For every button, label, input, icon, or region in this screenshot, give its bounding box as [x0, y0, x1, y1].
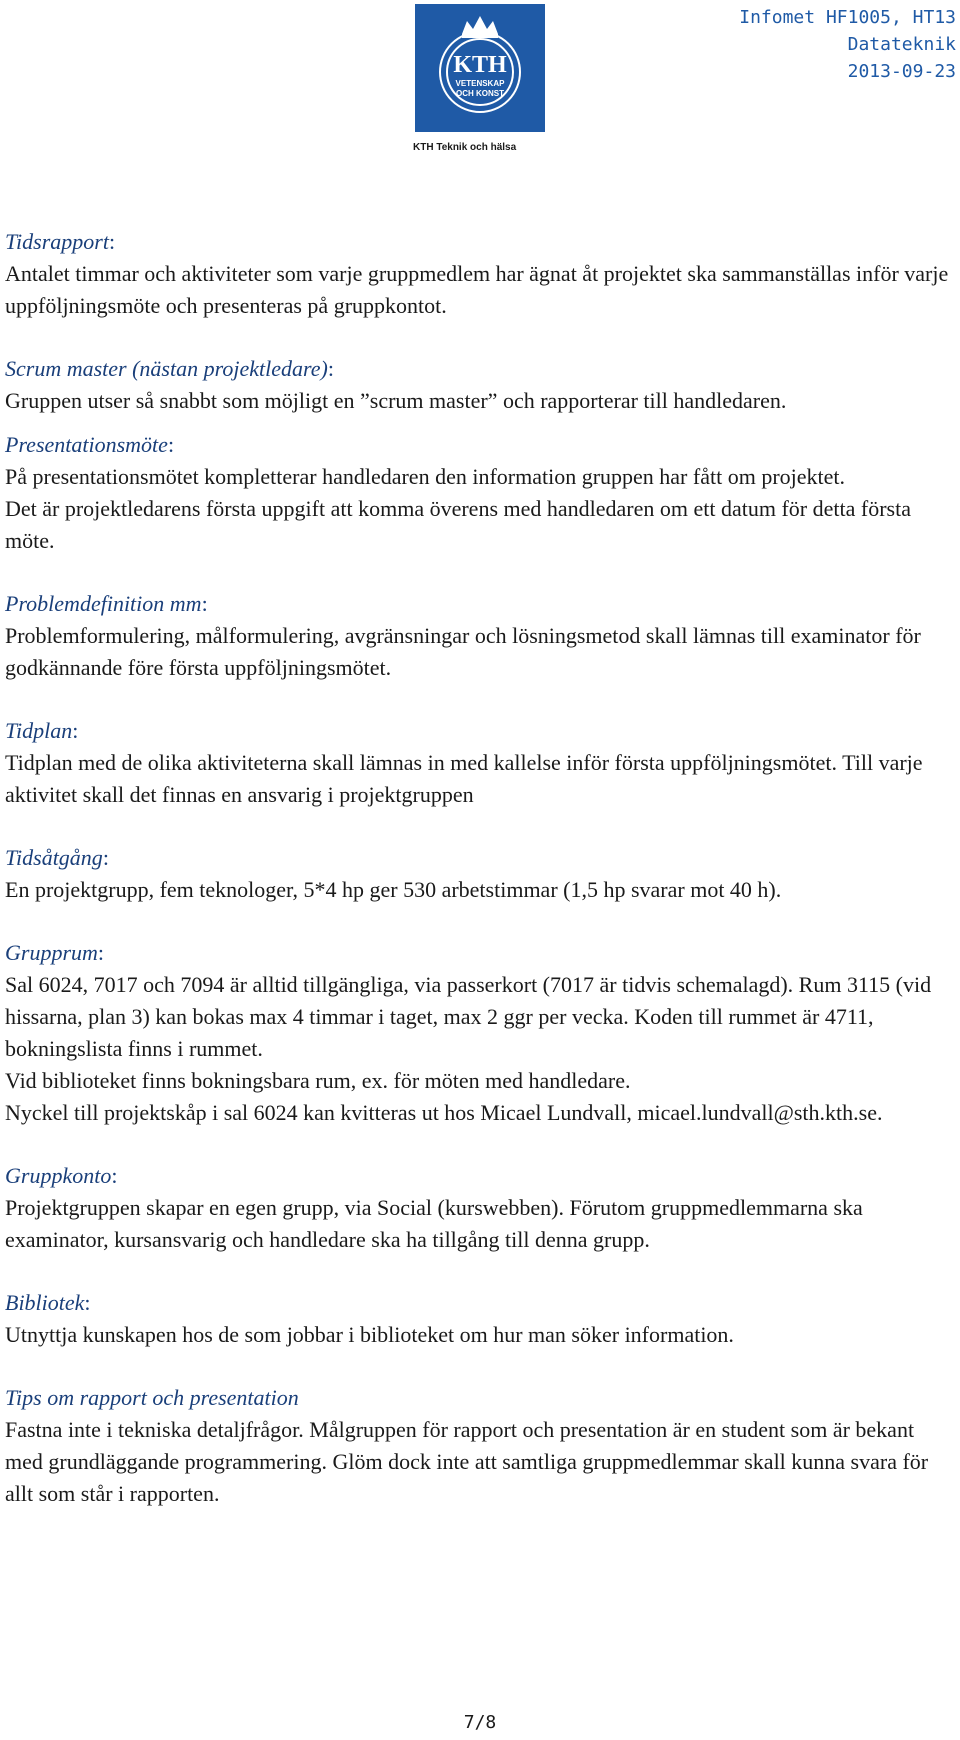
section-presentationsmote: Presentationsmöte: På presentationsmötet kompletterar handledaren den information gruppen har fått om projektet. Det är projektledarens första uppgift att komma överens med handledaren om ett datum för detta första möte.	[5, 429, 955, 557]
kth-logo-icon	[415, 4, 545, 132]
course-code: Infomet HF1005, HT13	[739, 7, 956, 28]
section-problemdefinition: Problemdefinition mm: Problemformulering, målformulering, avgränsningar och lösningsmetod skall lämnas till examinator för godkännande före första uppföljningsmötet.	[5, 588, 955, 684]
section-heading: Gruppkonto	[5, 1163, 112, 1188]
program-name: Datateknik	[847, 34, 956, 55]
section-heading: Tidplan	[5, 718, 73, 743]
section-gruppkonto: Gruppkonto: Projektgruppen skapar en egen grupp, via Social (kurswebben). Förutom gruppmedlemmarna ska examinator, kursansvarig och handledare ska ha tillgång till denna grupp.	[5, 1160, 955, 1256]
logo-line2-text: OCH KONST	[456, 89, 504, 98]
section-paragraph: Vid biblioteket finns bokningsbara rum, ex. för möten med handledare.	[5, 1068, 631, 1093]
section-paragraph: Antalet timmar och aktiviteter som varje gruppmedlem har ägnat åt projektet ska sammanställas inför varje uppföljningsmöte och presenteras på gruppkontot.	[5, 261, 949, 318]
section-heading: Scrum master (nästan projektledare)	[5, 356, 328, 381]
header-meta	[739, 4, 956, 85]
section-tips	[5, 1382, 955, 1510]
section-paragraph: Tidplan med de olika aktiviteterna skall lämnas in med kallelse inför första uppföljningsmötet. Till varje aktivitet skall det finnas en ansvarig i projektgruppen	[5, 750, 923, 807]
section-heading: Tidsåtgång	[5, 845, 103, 870]
section-paragraph: Gruppen utser så snabbt som möjligt en ”scrum master” och rapporterar till handledaren.	[5, 388, 787, 413]
section-heading: Grupprum	[5, 940, 98, 965]
section-grupprum: Grupprum: Sal 6024, 7017 och 7094 är alltid tillgängliga, via passerkort (7017 är tidvis schemalagd). Rum 3115 (vid hissarna, plan 3) kan bokas max 4 timmar i taget, max 2 ggr per vecka. Koden till rummet är 4711, bokningslista finns i rummet. Vid biblioteket finns bokningsbara rum, ex. för möten med handledare. Nyckel till projektskåp i sal 6024 kan kvitteras ut hos Micael Lundvall, micael.lundvall@sth.kth.se.	[5, 937, 955, 1129]
section-heading: Tidsrapport	[5, 229, 109, 254]
page-number: 7/8	[463, 1712, 497, 1733]
page-header	[0, 0, 960, 170]
section-paragraph: På presentationsmötet kompletterar handledaren den information gruppen har fått om projektet.	[5, 464, 846, 489]
section-paragraph: Sal 6024, 7017 och 7094 är alltid tillgängliga, via passerkort (7017 är tidvis schemalagd). Rum 3115 (vid hissarna, plan 3) kan bokas max 4 timmar i taget, max 2 ggr per vecka. Koden till rummet är 4711, bokningslista finns i rummet.	[5, 972, 932, 1061]
section-tidsatgang: Tidsåtgång: En projektgrupp, fem teknologer, 5*4 hp ger 530 arbetstimmar (1,5 hp svarar mot 40 h).	[5, 842, 955, 906]
section-paragraph: Utnyttja kunskapen hos de som jobbar i biblioteket om hur man söker information.	[5, 1322, 734, 1347]
section-heading: Presentationsmöte	[5, 432, 168, 457]
document-date: 2013-09-23	[847, 61, 956, 82]
section-paragraph: En projektgrupp, fem teknologer, 5*4 hp ger 530 arbetstimmar (1,5 hp svarar mot 40 h).	[5, 877, 782, 902]
section-paragraph: Nyckel till projektskåp i sal 6024 kan kvitteras ut hos Micael Lundvall, micael.lundvall@sth.kth.se.	[5, 1100, 883, 1125]
section-heading: Bibliotek	[5, 1290, 85, 1315]
section-bibliotek: Bibliotek: Utnyttja kunskapen hos de som jobbar i biblioteket om hur man söker information.	[5, 1287, 955, 1351]
logo-line1-text: VETENSKAP	[455, 79, 505, 88]
section-paragraph: Projektgruppen skapar en egen grupp, via Social (kurswebben). Förutom gruppmedlemmarna ska examinator, kursansvarig och handledare ska ha tillgång till denna grupp.	[5, 1195, 863, 1252]
section-paragraph: Fastna inte i tekniska detaljfrågor. Målgruppen för rapport och presentation är en student som är bekant med grundläggande programmering. Glöm dock inte att samtliga gruppmedlemmar skall kunna svara för allt som står i rapporten.	[5, 1417, 929, 1506]
section-paragraph: Det är projektledarens första uppgift att komma överens med handledaren om ett datum för detta första möte.	[5, 496, 911, 553]
section-paragraph: Problemformulering, målformulering, avgränsningar och lösningsmetod skall lämnas till examinator för godkännande före första uppföljningsmötet.	[5, 623, 921, 680]
logo-caption: KTH Teknik och hälsa	[413, 142, 517, 153]
section-tidsrapport: Tidsrapport: Antalet timmar och aktiviteter som varje gruppmedlem har ägnat åt projektet ska sammanställas inför varje uppföljningsmöte och presenteras på gruppkontot.	[5, 226, 955, 322]
document-body	[5, 226, 955, 1510]
logo-kth-text: KTH	[453, 52, 507, 78]
section-scrum-master: Scrum master (nästan projektledare): Gruppen utser så snabbt som möjligt en ”scrum master” och rapporterar till handledaren.	[5, 353, 955, 417]
section-heading: Problemdefinition mm	[5, 591, 202, 616]
section-heading: Tips om rapport och presentation	[5, 1385, 299, 1410]
section-tidplan: Tidplan: Tidplan med de olika aktiviteterna skall lämnas in med kallelse inför första uppföljningsmötet. Till varje aktivitet skall det finnas en ansvarig i projektgruppen	[5, 715, 955, 811]
